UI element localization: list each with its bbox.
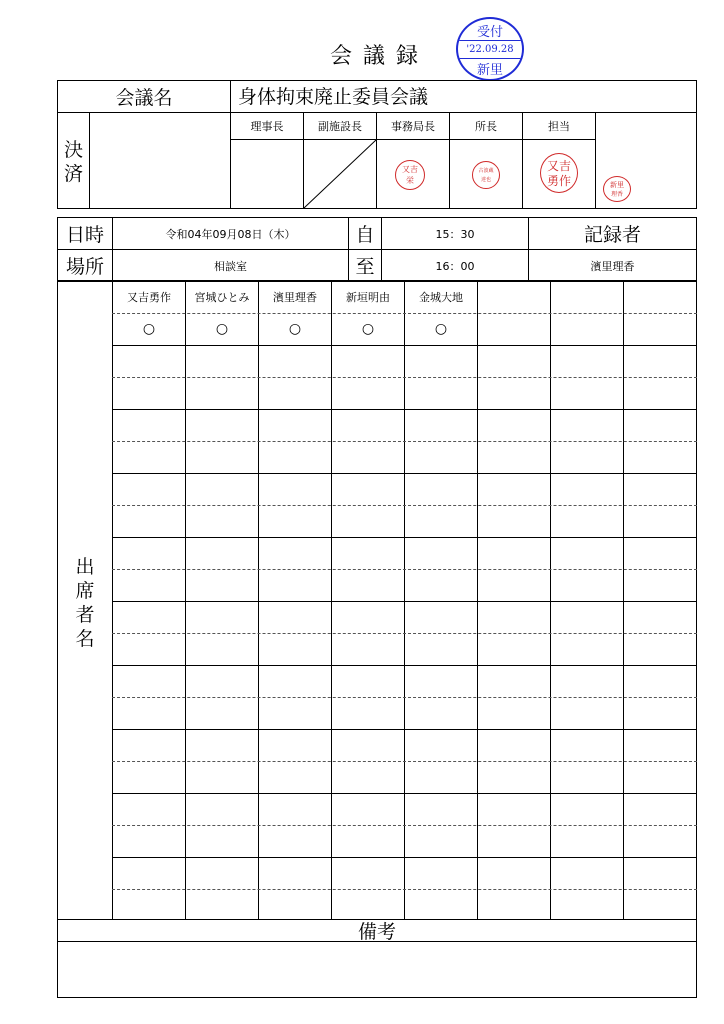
recorder-value: 濱里理香 — [590, 259, 635, 273]
receipt-stamp-label: 受付 — [476, 24, 503, 40]
grid-row-line — [112, 665, 697, 666]
meeting-name-label: 会議名 — [115, 87, 173, 109]
to-time: 16：00 — [435, 259, 475, 273]
grid-row-line — [112, 857, 697, 858]
attendance-mark — [624, 315, 696, 343]
meeting-name-value: 身体拘束廃止委員会議 — [238, 86, 429, 108]
grid-row-line — [112, 473, 697, 474]
attendee-name — [551, 283, 623, 311]
grid-row-line — [112, 409, 697, 410]
attendance-label-4: 名 — [75, 627, 95, 650]
grid-row-line — [112, 601, 697, 602]
from-time: 15：30 — [435, 227, 475, 241]
place-value: 相談室 — [214, 259, 247, 273]
remarks-text[interactable] — [62, 946, 692, 994]
attendance-mark: ○ — [361, 321, 375, 337]
recorder-label: 記録者 — [583, 224, 641, 246]
grid-dotted-line — [112, 761, 697, 762]
grid-dotted-line — [112, 825, 697, 826]
seal-director: 古波蔵 達也 — [472, 161, 500, 189]
approval-label-1: 決 — [63, 138, 83, 161]
vacant-slash — [303, 139, 377, 209]
grid-dotted-line — [112, 697, 697, 698]
attendee-name — [624, 283, 696, 311]
datetime-label: 日時 — [65, 224, 104, 246]
approval-col-vice-director: 副施設長 — [318, 120, 362, 133]
grid-dotted-line — [112, 889, 697, 890]
seal-extra: 新里 理香 — [603, 176, 631, 202]
attendance-mark — [478, 315, 550, 343]
approval-label-2: 済 — [63, 162, 83, 185]
receipt-stamp — [456, 17, 524, 81]
attendee-name: 金城大地 — [419, 291, 463, 304]
approval-col-director: 所長 — [475, 120, 497, 133]
attendance-mark — [551, 315, 623, 343]
grid-dotted-line — [112, 633, 697, 634]
grid-dotted-line — [112, 377, 697, 378]
attendee-name: 新垣明由 — [346, 291, 390, 304]
receipt-stamp-date: '22.09.28 — [466, 43, 514, 55]
approval-col-secretary-general: 事務局長 — [391, 120, 435, 133]
place-label: 場所 — [65, 256, 104, 278]
attendee-name: 宮城ひとみ — [194, 291, 250, 304]
from-label: 自 — [355, 224, 375, 246]
receipt-stamp-name: 新里 — [476, 62, 503, 78]
attendance-label-1: 出 — [75, 555, 95, 578]
attendance-label-2: 席 — [75, 579, 95, 602]
attendance-mark: ○ — [288, 321, 302, 337]
attendee-name — [478, 283, 550, 311]
approval-col-staff: 担当 — [548, 120, 570, 133]
remarks-label: 備考 — [357, 921, 396, 943]
grid-row-line — [112, 345, 697, 346]
approval-col-chairman: 理事長 — [250, 120, 284, 133]
attendance-label-3: 者 — [75, 603, 95, 626]
grid-dotted-line — [112, 313, 697, 314]
grid-dotted-line — [112, 505, 697, 506]
attendee-name: 濱里理香 — [273, 291, 317, 304]
grid-row-line — [112, 729, 697, 730]
attendance-mark: ○ — [215, 321, 229, 337]
attendance-mark: ○ — [434, 321, 448, 337]
datetime-value: 令和04年09月08日（木） — [165, 227, 296, 241]
attendee-name: 又吉勇作 — [127, 291, 171, 304]
page-title: 会 議 録 — [330, 43, 420, 69]
seal-secretary-general: 又吉 栄 — [395, 160, 425, 190]
attendance-mark: ○ — [142, 321, 156, 337]
grid-dotted-line — [112, 441, 697, 442]
grid-row-line — [112, 537, 697, 538]
seal-staff: 又吉 勇作 — [540, 153, 578, 193]
to-label: 至 — [355, 256, 375, 278]
grid-row-line — [112, 793, 697, 794]
grid-dotted-line — [112, 569, 697, 570]
